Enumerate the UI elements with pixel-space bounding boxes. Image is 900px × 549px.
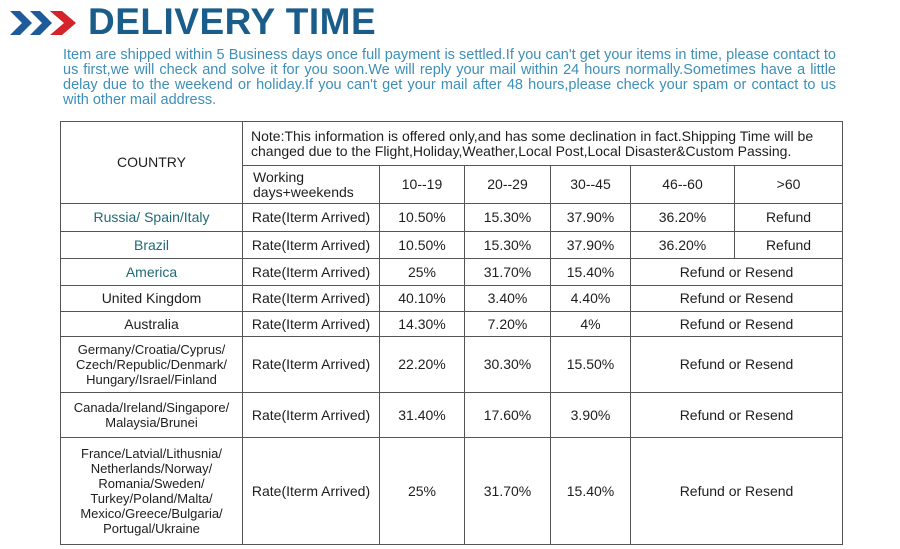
country-cell: Brazil bbox=[61, 232, 243, 259]
working-days-label-line1: Working bbox=[253, 168, 305, 185]
table-row bbox=[61, 286, 843, 312]
shipping-intro-text: Item are shipped within 5 Business days once full payment is settled.If you can't get your items in time, please contact to us first,we will check and solve it for you soon.We will reply your mail within 24 hours normally.Sometimes have a little delay due to the weekend or holiday.If you can't get your mail after 48 hours,please check your spam or contact to us with other mail address. bbox=[63, 47, 836, 108]
range-header: 20--29 bbox=[465, 166, 551, 204]
country-line: Netherlands/Norway/ bbox=[90, 461, 213, 476]
rate-value-cell: 10.50% bbox=[380, 204, 465, 232]
country-line: Czech/Republic/Denmark/ bbox=[75, 357, 227, 372]
rate-value-cell: 3.90% bbox=[551, 393, 631, 438]
page-title: DELIVERY TIME bbox=[88, 1, 377, 42]
rate-value-cell: 40.10% bbox=[380, 286, 465, 312]
outcome-cell: Refund bbox=[735, 232, 843, 259]
rate-value-cell: 14.30% bbox=[380, 312, 465, 337]
rate-value-cell: 4.40% bbox=[551, 286, 631, 312]
country-line: Germany/Croatia/Cyprus/ bbox=[77, 342, 226, 357]
rate-value-cell: 37.90% bbox=[551, 232, 631, 259]
outcome-cell: Refund or Resend bbox=[631, 286, 843, 312]
rate-label-cell: Rate(Iterm Arrived) bbox=[243, 204, 380, 232]
rate-value-cell: 10.50% bbox=[380, 232, 465, 259]
delivery-time-table bbox=[60, 121, 843, 545]
rate-value-cell: 15.30% bbox=[465, 232, 551, 259]
table-row bbox=[61, 232, 843, 259]
rate-value-cell: 25% bbox=[380, 259, 465, 286]
country-line: Turkey/Poland/Malta/ bbox=[90, 491, 213, 506]
country-line: Malaysia/Brunei bbox=[105, 415, 198, 430]
range-header: 30--45 bbox=[551, 166, 631, 204]
country-line: Mexico/Greece/Bulgaria/ bbox=[80, 506, 223, 521]
outcome-cell: Refund bbox=[735, 204, 843, 232]
working-days-label-line2: days+weekends bbox=[253, 183, 354, 200]
country-cell bbox=[61, 438, 243, 545]
rate-label-cell: Rate(Iterm Arrived) bbox=[243, 438, 380, 545]
rate-value-cell: 25% bbox=[380, 438, 465, 545]
country-cell: United Kingdom bbox=[61, 286, 243, 312]
country-cell: America bbox=[61, 259, 243, 286]
rate-value-cell: 15.50% bbox=[551, 337, 631, 393]
header bbox=[8, 2, 888, 44]
country-line: Romania/Sweden/ bbox=[98, 476, 205, 491]
rate-value-cell: 37.90% bbox=[551, 204, 631, 232]
table-row bbox=[61, 438, 843, 545]
range-header: >60 bbox=[735, 166, 843, 204]
rate-value-cell: 15.30% bbox=[465, 204, 551, 232]
table-row bbox=[61, 337, 843, 393]
outcome-cell: Refund or Resend bbox=[631, 438, 843, 545]
range-header: 10--19 bbox=[380, 166, 465, 204]
rate-label-cell: Rate(Iterm Arrived) bbox=[243, 232, 380, 259]
country-header: COUNTRY bbox=[61, 122, 243, 204]
info-note: Note:This information is offered only,and has some declination in fact.Shipping Time will be changed due to the Flight,Holiday,Weather,Local Post,Local Disaster&Custom Passing. bbox=[243, 122, 843, 166]
country-cell bbox=[61, 393, 243, 438]
outcome-cell: Refund or Resend bbox=[631, 312, 843, 337]
rate-label-cell: Rate(Iterm Arrived) bbox=[243, 312, 380, 337]
rate-value-cell: 31.40% bbox=[380, 393, 465, 438]
rate-label-cell: Rate(Iterm Arrived) bbox=[243, 393, 380, 438]
range-header: 46--60 bbox=[631, 166, 735, 204]
working-days-header bbox=[243, 166, 380, 204]
rate-value-cell: 15.40% bbox=[551, 259, 631, 286]
rate-label-cell: Rate(Iterm Arrived) bbox=[243, 259, 380, 286]
table-row bbox=[61, 204, 843, 232]
rate-value-cell: 7.20% bbox=[465, 312, 551, 337]
outcome-cell: Refund or Resend bbox=[631, 393, 843, 438]
country-cell bbox=[61, 337, 243, 393]
rate-value-cell: 15.40% bbox=[551, 438, 631, 545]
country-cell: Australia bbox=[61, 312, 243, 337]
rate-label-cell: Rate(Iterm Arrived) bbox=[243, 286, 380, 312]
chevron-arrows-icon bbox=[10, 11, 86, 35]
rate-value-cell: 22.20% bbox=[380, 337, 465, 393]
rate-value-cell: 31.70% bbox=[465, 259, 551, 286]
table-row bbox=[61, 393, 843, 438]
table-row bbox=[61, 259, 843, 286]
rate-value-cell: 36.20% bbox=[631, 204, 735, 232]
rate-value-cell: 31.70% bbox=[465, 438, 551, 545]
rate-value-cell: 3.40% bbox=[465, 286, 551, 312]
table-row bbox=[61, 312, 843, 337]
rate-label-cell: Rate(Iterm Arrived) bbox=[243, 337, 380, 393]
country-line: Hungary/Israel/Finland bbox=[86, 372, 217, 387]
outcome-cell: Refund or Resend bbox=[631, 259, 843, 286]
country-line: Canada/Ireland/Singapore/ bbox=[73, 400, 230, 415]
country-line: Portugal/Ukraine bbox=[103, 521, 200, 536]
rate-value-cell: 36.20% bbox=[631, 232, 735, 259]
country-cell: Russia/ Spain/Italy bbox=[61, 204, 243, 232]
rate-value-cell: 4% bbox=[551, 312, 631, 337]
country-line: France/Latvial/Lithusnia/ bbox=[81, 446, 222, 461]
rate-value-cell: 17.60% bbox=[465, 393, 551, 438]
outcome-cell: Refund or Resend bbox=[631, 337, 843, 393]
rate-value-cell: 30.30% bbox=[465, 337, 551, 393]
